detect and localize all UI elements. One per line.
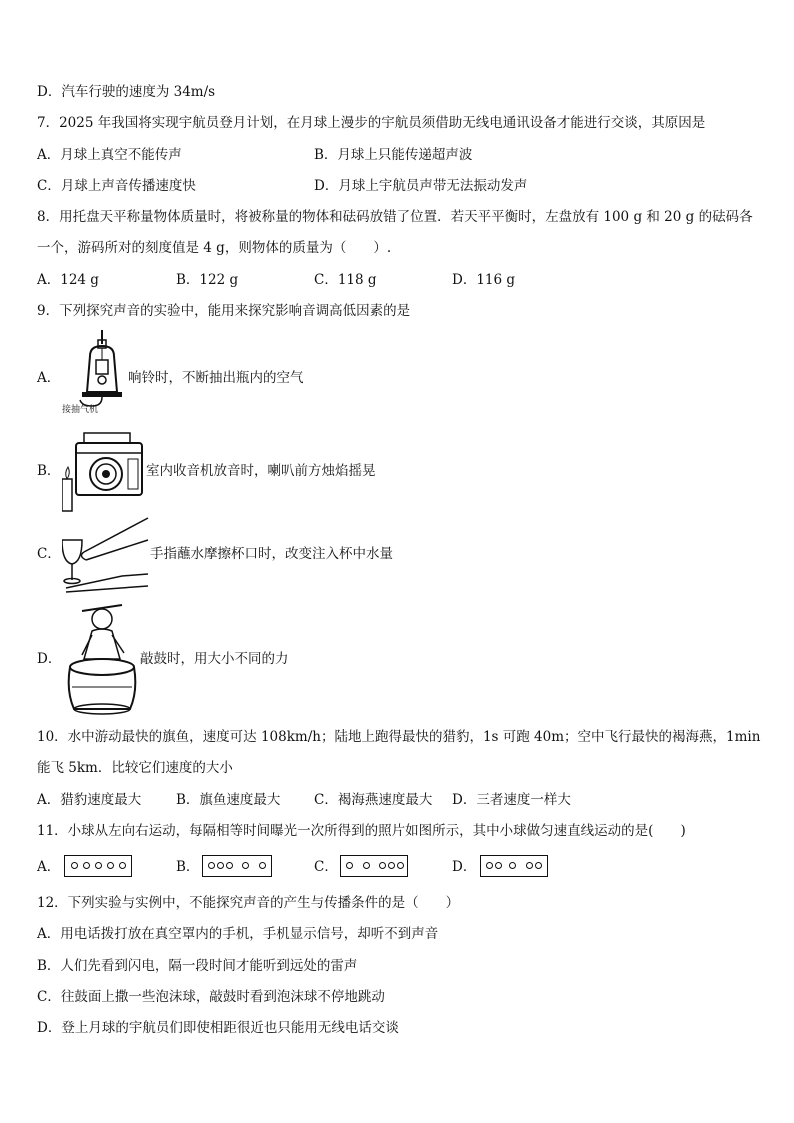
ball	[107, 862, 114, 869]
q11-option-a-letter: A．	[37, 859, 61, 875]
q12-stem: 12．下列实验与实例中，不能探究声音的产生与传播条件的是（ ）	[37, 895, 460, 911]
q8-option-c: C．118 g	[314, 272, 377, 288]
ball	[95, 862, 102, 869]
q7-option-d: D．月球上宇航员声带无法振动发声	[314, 178, 528, 194]
q9-option-a-letter: A．	[37, 370, 61, 386]
ball	[535, 862, 542, 869]
ball	[486, 862, 493, 869]
ball	[119, 862, 126, 869]
q9-option-c-text: 手指蘸水摩擦杯口时，改变注入杯中水量	[150, 546, 393, 562]
drum-figure	[62, 601, 142, 717]
q10-option-a: A．猎豹速度最大	[37, 792, 142, 808]
q9-stem: 9．下列探究声音的实验中，能用来探究影响音调高低因素的是	[37, 303, 411, 319]
ball	[208, 862, 215, 869]
q8-stem-line2: 一个，游码所对的刻度值是 4 g，则物体的质量为（ ）.	[37, 240, 392, 256]
strobe-photo-a	[64, 855, 132, 877]
q10-option-d: D．三者速度一样大	[452, 792, 571, 808]
q10-option-b: B．旗鱼速度最大	[176, 792, 281, 808]
q9-option-b-letter: B．	[37, 463, 61, 479]
ball	[363, 862, 370, 869]
ball	[259, 862, 266, 869]
q9-option-d-letter: D．	[37, 651, 62, 667]
ball	[346, 862, 353, 869]
q12-option-b: B．人们先看到闪电，隔一段时间才能听到远处的雷声	[37, 958, 358, 974]
radio-candle-figure	[62, 431, 146, 513]
ball	[526, 862, 533, 869]
ball	[397, 862, 404, 869]
q10-option-c: C．褐海燕速度最大	[314, 792, 433, 808]
wine-glass-figure	[62, 514, 150, 594]
q9-option-a-text: 响铃时，不断抽出瓶内的空气	[128, 370, 304, 386]
q7-option-c: C．月球上声音传播速度快	[37, 178, 196, 194]
q7-option-b: B．月球上只能传递超声波	[314, 147, 473, 163]
q8-option-d: D．116 g	[452, 272, 516, 288]
q8-option-b: B．122 g	[176, 272, 239, 288]
ball	[217, 862, 224, 869]
ball	[242, 862, 249, 869]
q9-option-c-letter: C．	[37, 546, 61, 562]
q8-option-a: A．124 g	[37, 272, 99, 288]
q8-stem-line1: 8．用托盘天平称量物体质量时，将被称量的物体和砝码放错了位置．若天平平衡时，左盘放有 100 g 和 20 g 的砝码各	[37, 209, 753, 225]
q7-option-a: A．月球上真空不能传声	[37, 147, 182, 163]
q9-option-a-caption: 接抽气机	[62, 405, 99, 415]
q12-option-d: D．登上月球的宇航员们即使相距很近也只能用无线电话交谈	[37, 1020, 399, 1036]
ball	[379, 862, 386, 869]
q11-option-c-letter: C．	[314, 859, 338, 875]
q12-option-a: A．用电话拨打放在真空罩内的手机，手机显示信号，却听不到声音	[37, 926, 439, 942]
q9-option-d-text: 敲鼓时，用大小不同的力	[140, 651, 289, 667]
q11-stem: 11．小球从左向右运动，每隔相等时间曝光一次所得到的照片如图所示，其中小球做匀速直线运动的是( )	[37, 823, 686, 839]
q10-stem-line2: 能飞 5km．比较它们速度的大小	[37, 760, 233, 776]
q11-option-d-letter: D．	[452, 859, 477, 875]
ball	[226, 862, 233, 869]
q7-stem: 7．2025 年我国将实现宇航员登月计划，在月球上漫步的宇航员须借助无线电通讯设备才能进行交谈，其原因是	[37, 115, 706, 131]
ball	[509, 862, 516, 869]
q9-option-b-text: 室内收音机放音时，喇叭前方烛焰摇晃	[146, 463, 376, 479]
q10-stem-line1: 10．水中游动最快的旗鱼，速度可达 108km/h；陆地上跑得最快的猎豹，1s 可跑 40m；空中飞行最快的褐海燕，1min	[37, 729, 761, 745]
strobe-photo-b	[202, 855, 272, 877]
q6-option-d: D．汽车行驶的速度为 34m/s	[37, 84, 216, 100]
ball	[388, 862, 395, 869]
strobe-photo-c	[340, 855, 408, 877]
ball	[83, 862, 90, 869]
q11-option-b-letter: B．	[176, 859, 200, 875]
ball	[495, 862, 502, 869]
strobe-photo-d	[480, 855, 548, 877]
q12-option-c: C．往鼓面上撒一些泡沫球，敲鼓时看到泡沫球不停地跳动	[37, 989, 385, 1005]
ball	[71, 862, 78, 869]
